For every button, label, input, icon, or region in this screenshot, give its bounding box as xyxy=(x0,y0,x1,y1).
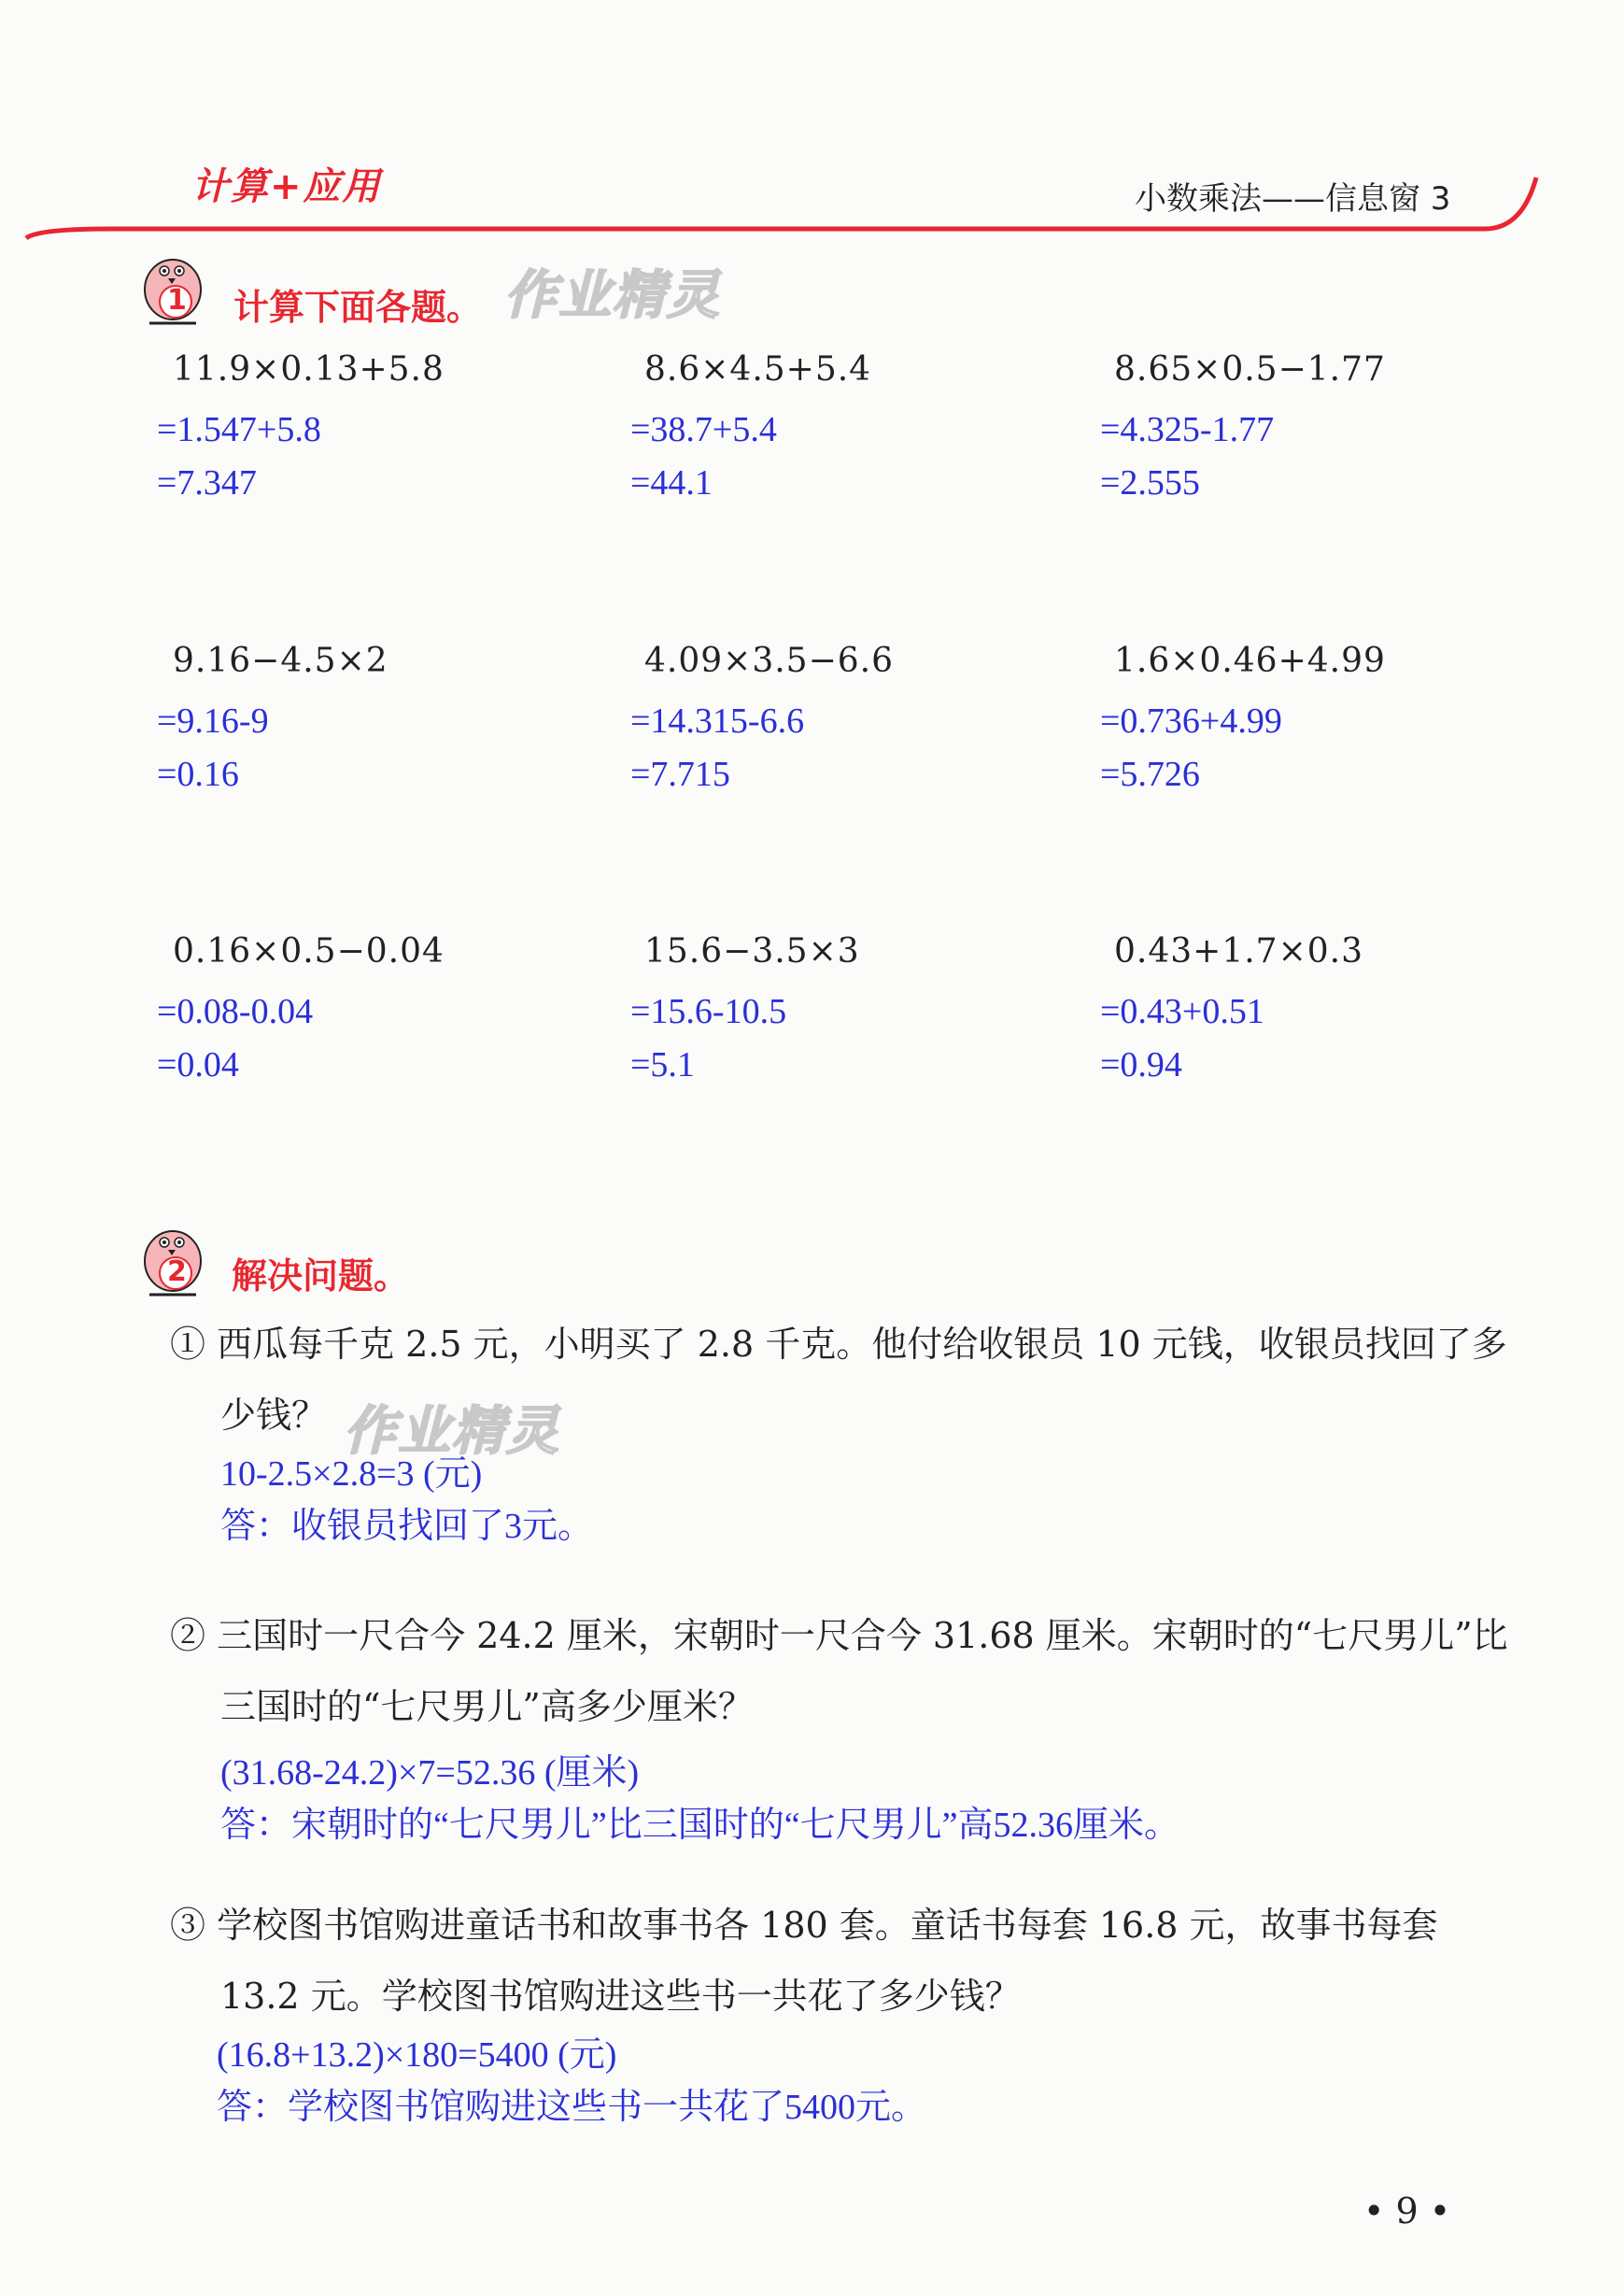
section2-badge xyxy=(131,1222,215,1310)
question-text: 三国时的“七尺男儿”高多少厘米？ xyxy=(220,1686,754,1727)
problem-step: =9.16-9 xyxy=(157,702,269,741)
question-formula: (16.8+13.2)×180=5400 (元) xyxy=(217,2035,617,2075)
problem-expression: 0.16×0.5−0.04 xyxy=(173,932,445,971)
problem-step: =0.43+0.51 xyxy=(1100,992,1264,1031)
problem-result: =0.16 xyxy=(157,755,239,794)
problem-result: =0.94 xyxy=(1100,1045,1182,1084)
question-text: ② 三国时一尺合今 24.2 厘米，宋朝时一尺合今 31.68 厘米。宋朝时的“七尺男儿”比 xyxy=(170,1615,1508,1656)
question-text: 13.2 元。学校图书馆购进这些书一共花了多少钱？ xyxy=(220,1976,1021,2017)
question-answer: 答：收银员找回了3元。 xyxy=(220,1507,594,1546)
header-title: 计算+应用 xyxy=(191,165,382,208)
problem-result: =2.555 xyxy=(1100,463,1200,503)
problem-step: =14.315-6.6 xyxy=(630,702,805,741)
question-answer: 答：学校图书馆购进这些书一共花了5400元。 xyxy=(217,2088,927,2127)
problem-result: =7.347 xyxy=(157,463,257,503)
header-divider xyxy=(0,140,1624,252)
section1-number: 1 xyxy=(167,284,187,317)
problem-expression: 4.09×3.5−6.6 xyxy=(644,642,894,680)
problem-expression: 15.6−3.5×3 xyxy=(644,932,860,971)
section2-title: 解决问题。 xyxy=(232,1255,410,1297)
problem-step: =1.547+5.8 xyxy=(157,410,321,449)
problem-step: =15.6-10.5 xyxy=(630,992,787,1031)
watermark: 作业精灵 xyxy=(504,265,721,326)
question-answer: 答：宋朝时的“七尺男儿”比三国时的“七尺男儿”高52.36厘米。 xyxy=(220,1806,1179,1845)
problem-result: =0.04 xyxy=(157,1045,239,1084)
question-formula: (31.68-24.2)×7=52.36 (厘米) xyxy=(220,1753,640,1793)
section1-badge xyxy=(131,250,215,338)
problem-step: =4.325-1.77 xyxy=(1100,410,1275,449)
section1-title: 计算下面各题。 xyxy=(233,287,483,328)
problem-step: =38.7+5.4 xyxy=(630,410,777,449)
question-text: 少钱？ xyxy=(220,1395,328,1436)
question-text: ① 西瓜每千克 2.5 元，小明买了 2.8 千克。他付给收银员 10 元钱，收银员找回了多 xyxy=(170,1324,1507,1365)
watermark: 作业精灵 xyxy=(344,1401,560,1462)
question-text: ③ 学校图书馆购进童话书和故事书各 180 套。童话书每套 16.8 元，故事书每套 xyxy=(170,1905,1438,1946)
problem-expression: 1.6×0.46+4.99 xyxy=(1114,642,1386,680)
problem-result: =5.1 xyxy=(630,1045,695,1084)
question-formula: 10-2.5×2.8=3 (元) xyxy=(220,1454,483,1494)
problem-step: =0.08-0.04 xyxy=(157,992,314,1031)
problem-result: =7.715 xyxy=(630,755,730,794)
problem-expression: 8.6×4.5+5.4 xyxy=(644,350,872,389)
problem-expression: 8.65×0.5−1.77 xyxy=(1114,350,1386,389)
problem-expression: 9.16−4.5×2 xyxy=(173,642,388,680)
problem-step: =0.736+4.99 xyxy=(1100,702,1282,741)
problem-result: =5.726 xyxy=(1100,755,1200,794)
problem-expression: 0.43+1.7×0.3 xyxy=(1114,932,1363,971)
problem-result: =44.1 xyxy=(630,463,713,503)
problem-expression: 11.9×0.13+5.8 xyxy=(173,350,445,389)
chapter-title: 小数乘法——信息窗 3 xyxy=(1135,180,1451,218)
page-number: • 9 • xyxy=(1363,2190,1451,2232)
section2-number: 2 xyxy=(167,1255,187,1288)
